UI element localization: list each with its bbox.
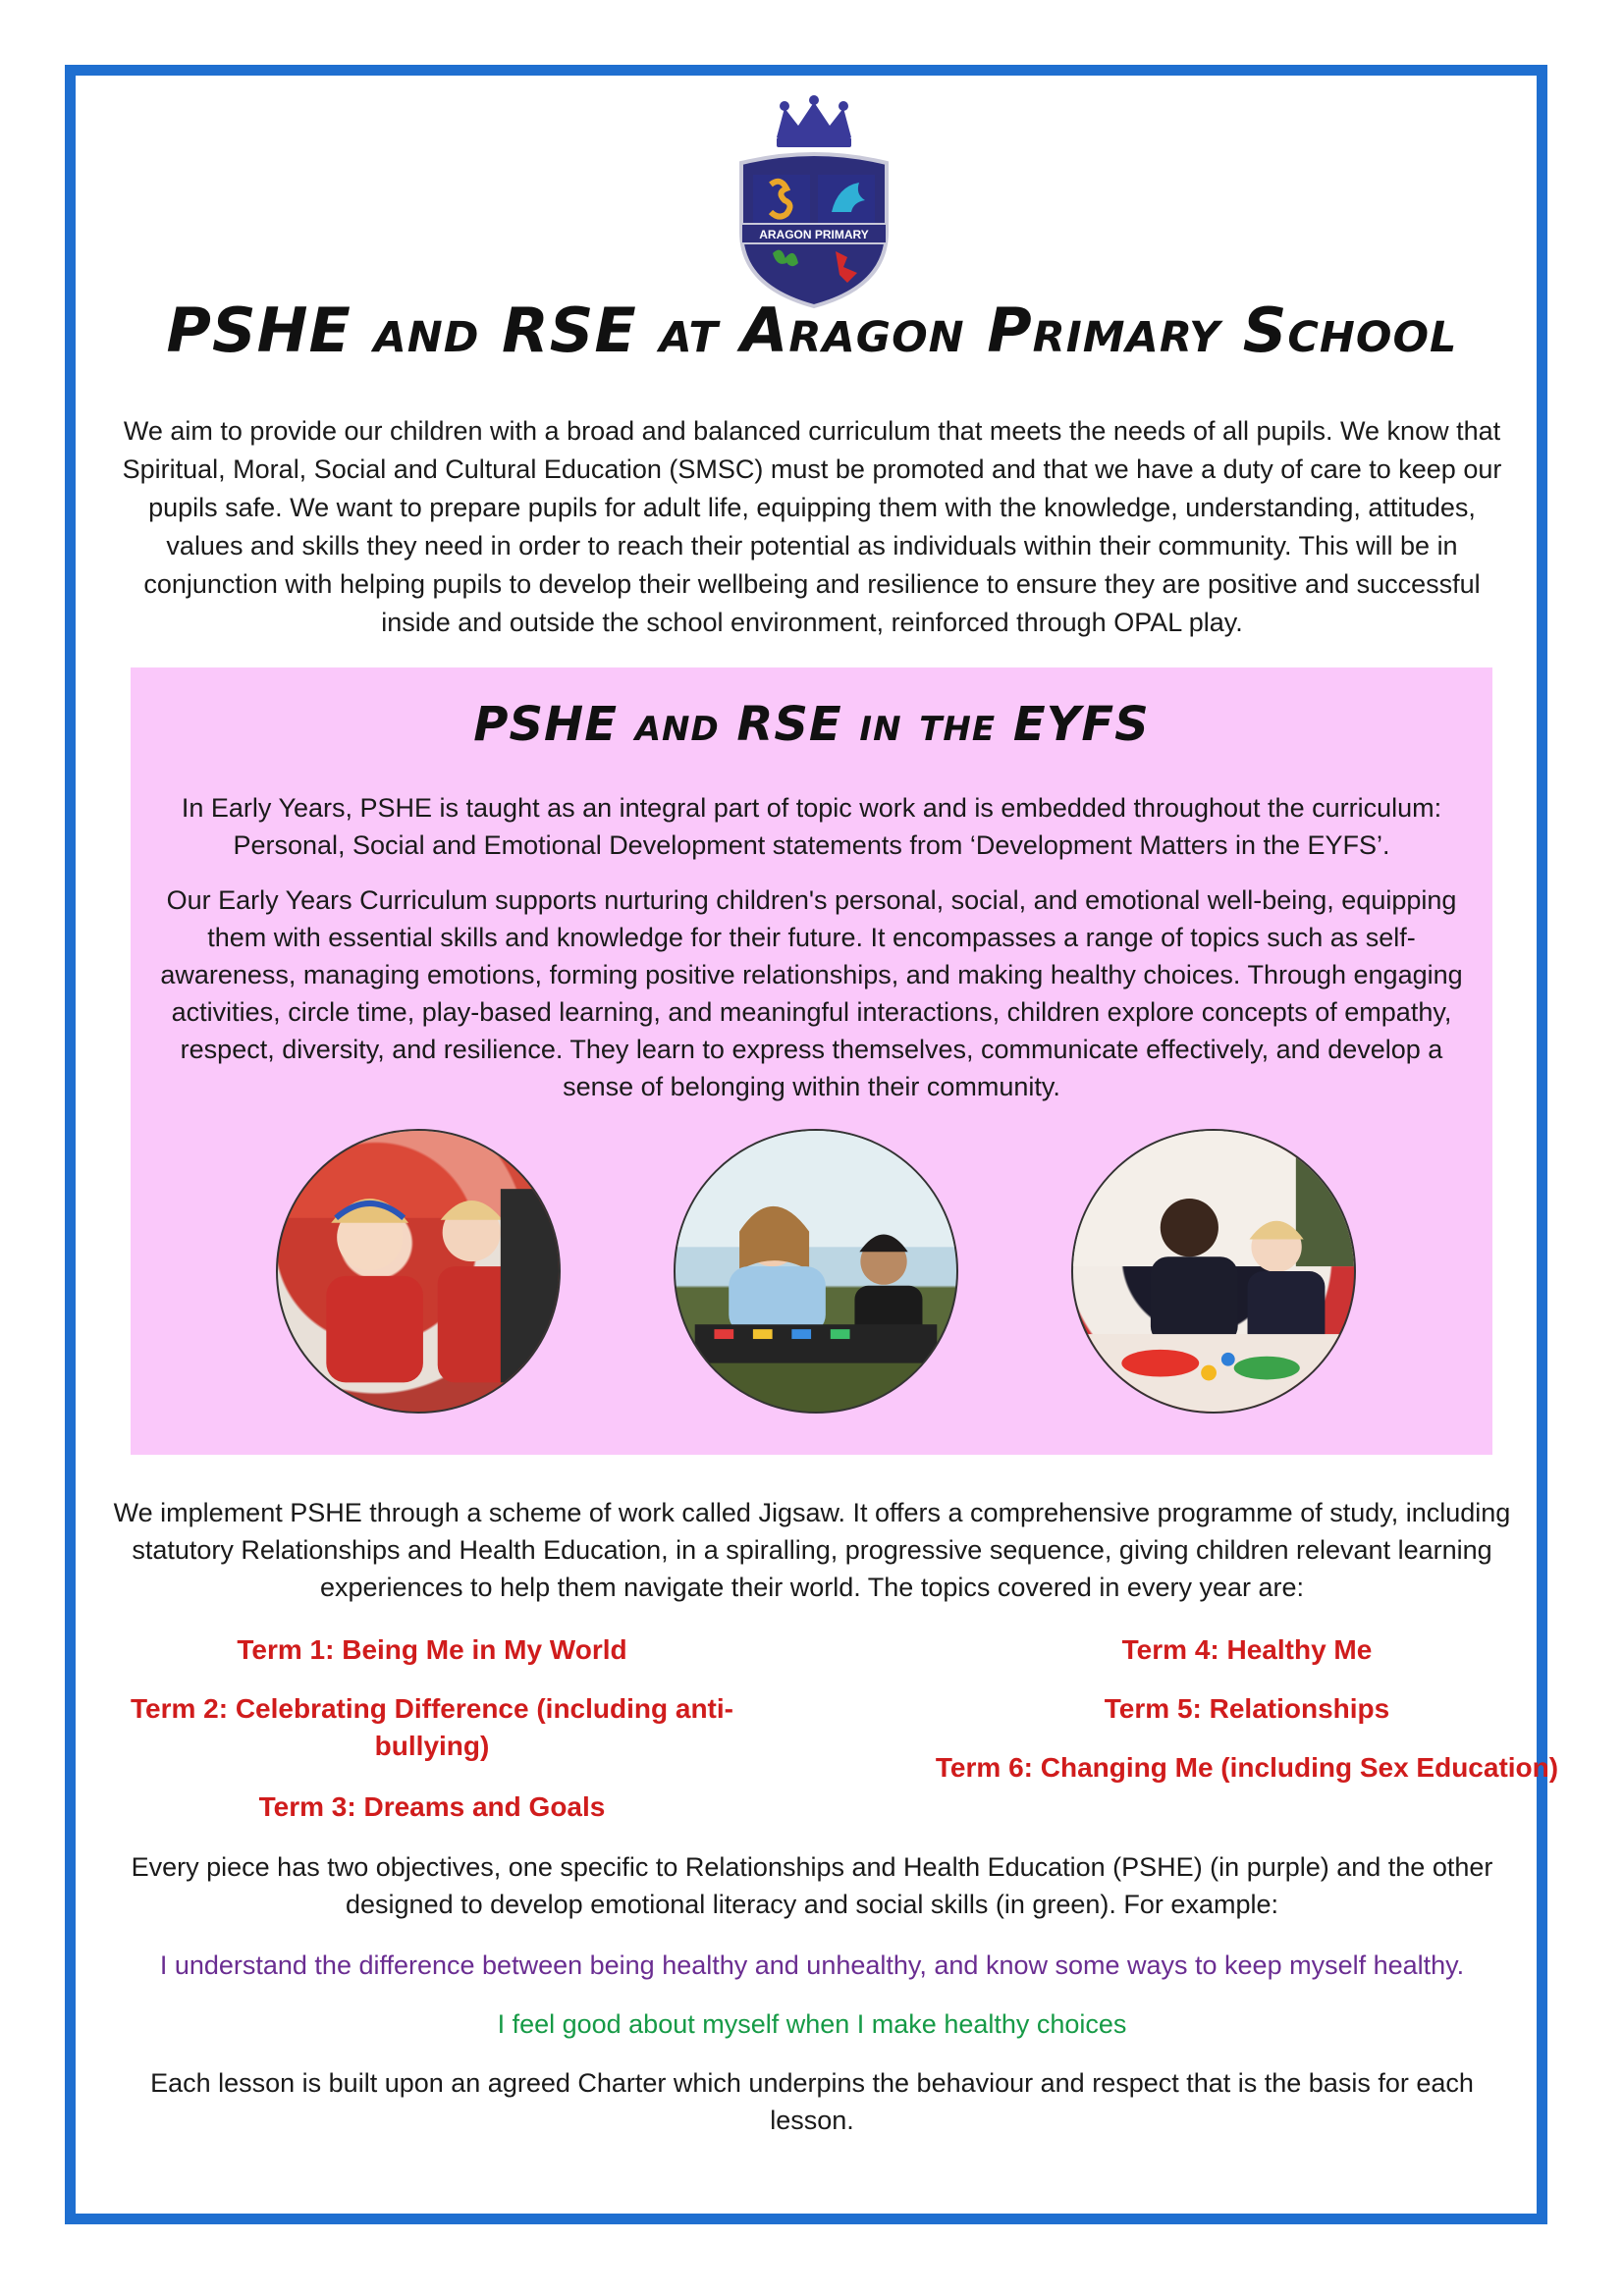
term-2: Term 2: Celebrating Difference (including anti-bullying) bbox=[130, 1693, 733, 1761]
term-4: Term 4: Healthy Me bbox=[1121, 1634, 1373, 1665]
logo-text: ARAGON PRIMARY bbox=[759, 228, 869, 241]
example-emotional-objective: I feel good about myself when I make healthy choices bbox=[497, 2009, 1127, 2039]
term-5: Term 5: Relationships bbox=[1104, 1693, 1390, 1724]
page-title: PSHE and RSE at Aragon Primary School bbox=[166, 294, 1458, 366]
eyfs-paragraph-1: In Early Years, PSHE is taught as an integral part of topic work and is embedded throughout the curriculum: Personal, Social and Emotional Development statements from ‘Development Matters in the EYFS’. bbox=[181, 793, 1442, 860]
term-1: Term 1: Being Me in My World bbox=[237, 1634, 627, 1665]
jigsaw-paragraph: We implement PSHE through a scheme of work called Jigsaw. It offers a comprehensive programme of study, including statutory Relationships and Health Education, in a spiralling, progressive sequence, giving children relevant learning experiences to help them navigate their world. The topics covered in every year are: bbox=[113, 1498, 1511, 1602]
objectives-paragraph: Every piece has two objectives, one specific to Relationships and Health Education (PSHE) (in purple) and the other designed to develop emotional literacy and social skills (in green). For example: bbox=[131, 1852, 1493, 1919]
example-pshe-objective: I understand the difference between being healthy and unhealthy, and know some ways to keep myself healthy. bbox=[159, 1950, 1465, 1980]
eyfs-paragraph-2: Our Early Years Curriculum supports nurturing children's personal, social, and emotional well-being, equipping them with essential skills and knowledge for their future. It encompasses a range of topics such as self-awareness, managing emotions, forming positive relationships, and making healthy choices. Through engaging activities, circle time, play-based learning, and meaningful interactions, children explore concepts of empathy, respect, diversity, and resilience. They learn to express themselves, communicate effectively, and develop a sense of belonging within their community. bbox=[160, 885, 1463, 1101]
children-playing-photo bbox=[1071, 1129, 1356, 1414]
term-6: Term 6: Changing Me (including Sex Education) bbox=[935, 1752, 1559, 1783]
charter-paragraph: Each lesson is built upon an agreed Charter which underpins the behaviour and respect that is the basis for each lesson. bbox=[150, 2068, 1474, 2135]
term-3: Term 3: Dreams and Goals bbox=[258, 1791, 606, 1822]
children-painting-photo bbox=[276, 1129, 561, 1414]
teacher-and-child-photo bbox=[674, 1129, 958, 1414]
eyfs-title: PSHE and RSE in the EYFS bbox=[473, 697, 1150, 752]
eyfs-panel bbox=[131, 667, 1492, 1455]
intro-paragraph: We aim to provide our children with a broad and balanced curriculum that meets the needs of all pupils. We know that Spiritual, Moral, Social and Cultural Education (SMSC) must be promoted and that we have a duty of care to keep our pupils safe. We want to prepare pupils for adult life, equipping them with the knowledge, understanding, attitudes, values and skills they need in order to reach their potential as individuals within their community. This will be in conjunction with helping pupils to develop their wellbeing and resilience to ensure they are positive and successful inside and outside the school environment, reinforced through OPAL play. bbox=[122, 416, 1502, 637]
school-crest-icon bbox=[733, 94, 894, 310]
